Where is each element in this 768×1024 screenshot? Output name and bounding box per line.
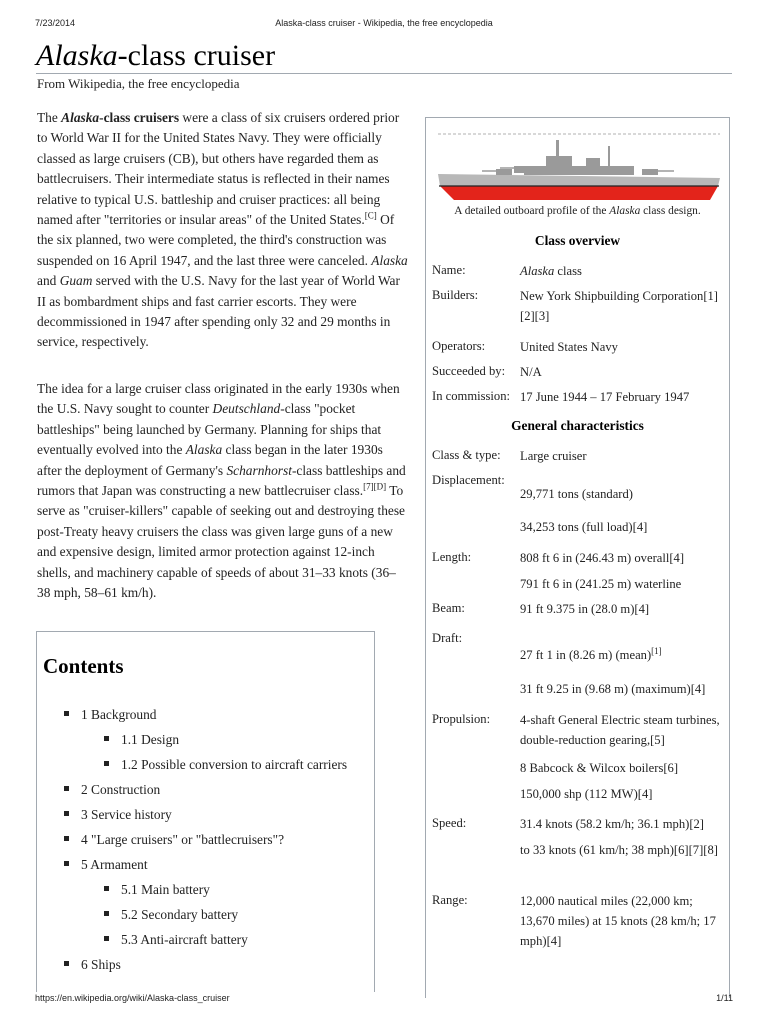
value-propulsion-boilers: 8 Babcock & Wilcox boilers[6] xyxy=(520,761,679,775)
value-length-waterline: 791 ft 6 in (241.25 m) waterline xyxy=(520,577,682,591)
title-divider xyxy=(36,73,732,74)
draft-mean-text: 27 ft 1 in (8.26 m) (mean) xyxy=(520,648,652,662)
bullet-icon xyxy=(64,836,69,841)
bullet-icon xyxy=(104,886,109,891)
print-page-title: Alaska-class cruiser - Wikipedia, the free encyclopedia xyxy=(275,18,493,28)
text-run: served with the U.S. Navy for the last year of World War II as bombardment ships and fast carrier escorts. They were decommissioned in 1947 after spending only 32 and 29 months in service, respectively. xyxy=(37,273,400,350)
bullet-icon xyxy=(104,761,109,766)
page-title-italic: Alaska xyxy=(36,39,118,72)
value-speed-max: to 33 knots (61 km/h; 38 mph)[6][7][8] xyxy=(520,843,718,857)
tagline: From Wikipedia, the free encyclopedia xyxy=(37,76,240,91)
value-draft-maximum: 31 ft 9.25 in (9.68 m) (maximum)[4] xyxy=(520,682,706,696)
bridge xyxy=(546,156,572,167)
print-header xyxy=(35,18,733,32)
footnote-link[interactable]: [7][D] xyxy=(363,481,387,492)
toc-item-background[interactable] xyxy=(64,707,157,723)
footnote-link[interactable]: [C] xyxy=(364,210,377,221)
toc-item-ships[interactable] xyxy=(64,957,121,973)
funnel xyxy=(586,158,600,167)
toc-item-label: 6 Ships xyxy=(81,957,121,972)
text-run: and xyxy=(37,273,60,289)
value-draft-mean xyxy=(520,645,724,665)
turret-2 xyxy=(514,166,528,173)
deutschland-link[interactable]: Deutschland xyxy=(212,401,281,417)
label-in-commission: In commission: xyxy=(432,389,511,403)
class-overview-header: Class overview xyxy=(534,233,621,248)
class-name-rest: class xyxy=(554,264,582,278)
label-beam: Beam: xyxy=(432,601,465,615)
value-propulsion-turbines: 4-shaft General Electric steam turbines, double-reduction gearing,[5] xyxy=(520,713,720,747)
text-run: The idea for a large cruiser class originated in the early 1930s when the U.S. Navy sought to counter xyxy=(37,381,400,417)
value-builders[interactable]: New York Shipbuilding Corporation[1][2][3] xyxy=(520,289,719,323)
page-title-rest: -class cruiser xyxy=(117,39,276,72)
value-range: 12,000 nautical miles (22,000 km; 13,670 miles) at 15 knots (28 km/h; 17 mph)[4] xyxy=(520,894,716,948)
toc-item-label: 5.2 Secondary battery xyxy=(121,907,239,922)
value-name xyxy=(520,261,724,281)
text-run: Of the six planned, two were completed, the third's construction was suspended on 16 April 1947, and the last three were canceled. xyxy=(37,212,395,268)
caption-text: A detailed outboard profile of the xyxy=(454,205,610,217)
value-speed-design: 31.4 knots (58.2 km/h; 36.1 mph)[2] xyxy=(520,817,704,831)
footnote-link[interactable]: [1] xyxy=(651,645,662,656)
toc-item-label: 2 Construction xyxy=(81,782,161,797)
toc-item-anti-aircraft[interactable] xyxy=(104,932,248,948)
value-operators[interactable]: United States Navy xyxy=(520,340,618,354)
class-name-italic: Alaska xyxy=(520,264,555,278)
page-title xyxy=(36,36,275,76)
toc-item-label: 5.3 Anti-aircraft battery xyxy=(121,932,248,947)
bullet-icon xyxy=(64,786,69,791)
label-propulsion: Propulsion: xyxy=(432,712,491,726)
label-operators: Operators: xyxy=(432,339,486,353)
turret-3 xyxy=(642,169,658,175)
print-footer xyxy=(35,993,733,1007)
label-succeeded-by: Succeeded by: xyxy=(432,364,506,378)
ship-link-guam[interactable]: Guam xyxy=(59,273,93,289)
value-beam: 91 ft 9.375 in (28.0 m)[4] xyxy=(520,602,650,616)
toc-item-design[interactable] xyxy=(104,732,179,748)
infobox xyxy=(425,117,730,998)
toc-item-construction[interactable] xyxy=(64,782,160,798)
toc-item-label: 1.2 Possible conversion to aircraft carriers xyxy=(121,757,348,772)
value-length-overall: 808 ft 6 in (246.43 m) overall[4] xyxy=(520,551,685,565)
text-run: To serve as "cruiser-killers" capable of seeking out and destroying these post-Treaty heavy cruisers the class was given large guns of a new and expensive design, limited armor protection against 12-inch shells, and machinery capable of speeds of about 31–33 knots (36–38 mph, 58–61 km/h). xyxy=(37,483,405,601)
bullet-icon xyxy=(104,936,109,941)
bold-term: -class cruisers xyxy=(99,110,180,125)
bold-italic-term: Alaska xyxy=(61,110,100,125)
bullet-icon xyxy=(64,861,69,866)
label-speed: Speed: xyxy=(432,816,467,830)
hull-lower xyxy=(440,186,718,200)
general-characteristics-header: General characteristics xyxy=(511,418,644,433)
toc-item-secondary-battery[interactable] xyxy=(104,907,238,923)
turret-1 xyxy=(496,169,512,175)
label-displacement: Displacement: xyxy=(432,473,505,487)
toc-item-service-history[interactable] xyxy=(64,807,172,823)
bullet-icon xyxy=(104,911,109,916)
bullet-icon xyxy=(104,736,109,741)
print-date: 7/23/2014 xyxy=(35,18,76,28)
scharnhorst-link[interactable]: Scharnhorst xyxy=(226,462,292,478)
hull-upper xyxy=(438,174,720,186)
toc-item-large-cruisers[interactable] xyxy=(64,832,284,848)
label-class-type: Class & type: xyxy=(432,448,501,462)
toc-item-conversion[interactable] xyxy=(104,757,347,773)
image-caption xyxy=(426,205,729,217)
value-displacement-standard: 29,771 tons (standard) xyxy=(520,487,633,501)
toc-item-main-battery[interactable] xyxy=(104,882,210,898)
ship-profile-image[interactable] xyxy=(436,124,722,209)
caption-text: class design. xyxy=(640,205,701,217)
text-run: class began in the later 1930s after the deployment of Germany's xyxy=(37,442,383,478)
text-run: -class "pocket battleships" being launched by Germany. Planning for ships that eventually evolved into the xyxy=(37,401,382,458)
bullet-icon xyxy=(64,961,69,966)
mast-aft xyxy=(608,146,610,166)
text-run: were a class of six cruisers ordered prior to World War II for the United States Navy. They were officially classed as large cruisers (CB), but others have regarded them as battlecruisers. Their intermediate status is reflected in their names relative to typical U.S. battleship and cruiser practices: all being named after "territories or insular areas" of the United States. xyxy=(37,110,400,228)
bullet-icon xyxy=(64,711,69,716)
text-run: -class battleships and rumors that Japan was constructing a new battlecruiser class. xyxy=(37,462,406,499)
bullet-icon xyxy=(64,811,69,816)
mast-forward xyxy=(556,140,559,157)
value-displacement-full: 34,253 tons (full load)[4] xyxy=(520,520,648,534)
label-name: Name: xyxy=(432,263,466,277)
toc-item-label: 5.1 Main battery xyxy=(121,882,210,897)
value-succeeded-by: N/A xyxy=(520,365,542,379)
ship-link-alaska[interactable]: Alaska xyxy=(371,252,408,268)
toc-item-label: 3 Service history xyxy=(81,807,172,822)
toc-item-label: 5 Armament xyxy=(81,857,148,872)
label-builders: Builders: xyxy=(432,288,479,302)
value-propulsion-power: 150,000 shp (112 MW)[4] xyxy=(520,787,653,801)
label-length: Length: xyxy=(432,550,472,564)
text-run: The xyxy=(37,110,62,125)
intro-paragraph xyxy=(37,108,409,353)
alaska-term: Alaska xyxy=(185,442,223,458)
history-paragraph xyxy=(37,379,409,603)
toc-item-label: 1.1 Design xyxy=(121,732,180,747)
value-in-commission: 17 June 1944 – 17 February 1947 xyxy=(520,390,690,404)
toc-title: Contents xyxy=(43,654,124,678)
value-class-type[interactable]: Large cruiser xyxy=(520,449,587,463)
caption-italic: Alaska xyxy=(609,205,641,217)
deckhouse xyxy=(524,166,634,175)
label-draft: Draft: xyxy=(432,631,463,645)
toc-item-label: 4 "Large cruisers" or "battlecruisers"? xyxy=(81,832,285,847)
table-of-contents xyxy=(36,631,375,992)
label-range: Range: xyxy=(432,893,468,907)
toc-item-label: 1 Background xyxy=(81,707,157,722)
print-page-number: 1/11 xyxy=(716,993,733,1003)
print-url: https://en.wikipedia.org/wiki/Alaska-class_cruiser xyxy=(35,993,230,1003)
toc-item-armament[interactable] xyxy=(64,857,148,873)
